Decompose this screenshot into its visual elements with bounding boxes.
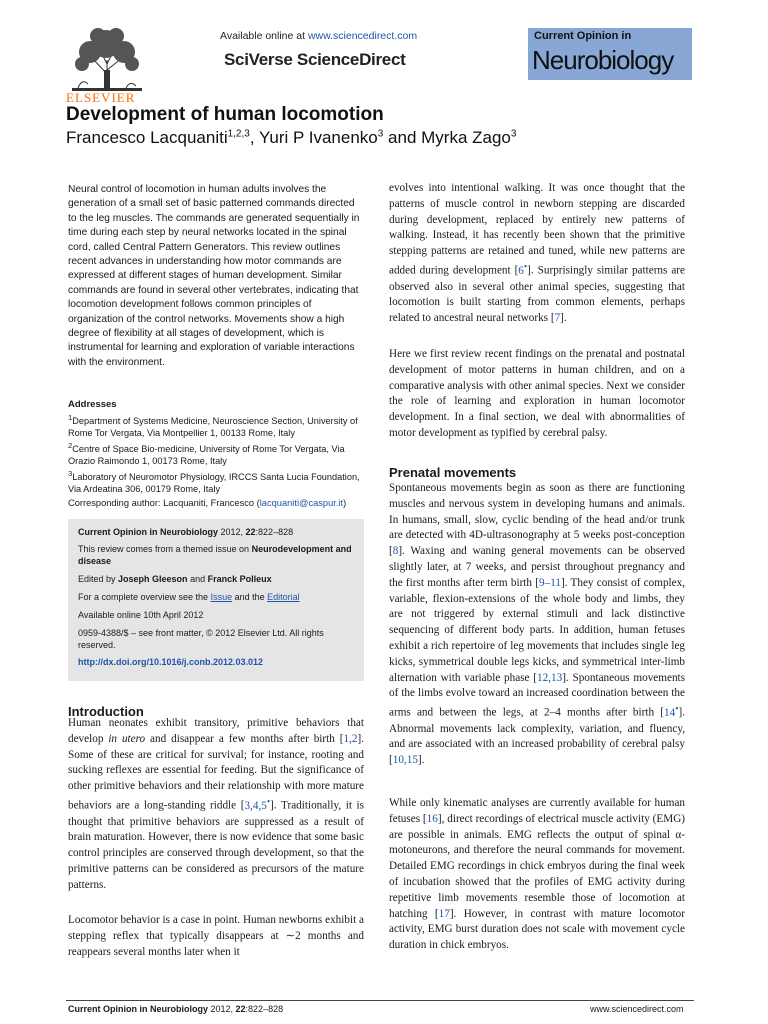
- doi-link[interactable]: http://dx.doi.org/10.1016/j.conb.2012.03.012: [78, 657, 264, 667]
- text-run: ]. Waxing and waning general movements can be observed slightly later, at 7 weeks, and persist throughout pregnancy and the first months after term birth [: [389, 545, 685, 589]
- body-paragraph-1: [389, 181, 685, 327]
- overview-prefix: For a complete overview see the: [78, 592, 211, 602]
- author-affiliation[interactable]: 3: [377, 128, 384, 140]
- edited-prefix: Edited by: [78, 574, 119, 584]
- text-run: ].: [417, 754, 425, 767]
- citation-link[interactable]: 17: [438, 907, 450, 920]
- citation-numbers: 6: [518, 264, 524, 277]
- text-run: ]. Traditionally, it is thought that primitive behaviors are suppressed as a result of brain maturation. However, there is now evidence that some basic control principles are conserved through development, so that the primitive patterns can be considered as precursors of the mature patterns.: [68, 799, 364, 891]
- citation-importance-mark: •: [675, 704, 679, 715]
- corresponding-author: [68, 498, 346, 508]
- available-prefix: Available online at: [220, 30, 308, 42]
- text-run: ].: [560, 312, 567, 325]
- text-run: and disappear a few months after birth [: [145, 732, 344, 745]
- footer-journal: Current Opinion in Neurobiology: [68, 1004, 208, 1014]
- text-run: evolves into intentional walking. It was once thought that the patterns of muscle control in newborn stepping are discarded during development, replaced by entirely new patterns of walking. Instead, it has recently been shown that the primitive stepping patterns are retained and tuned, while new patterns are added during development [: [389, 182, 685, 277]
- footer-year: 2012,: [208, 1004, 236, 1014]
- journal-banner-line2: Neurobiology: [532, 45, 674, 75]
- abstract: Neural control of locomotion in human adults involves the generation of a small set of basic patterned commands directed to the leg muscles. The commands are generated sequentially in time during each step by neural networks located in the spinal cord, called Central Pattern Generators. This review outlines recent advances in understanding how motor commands are expressed at different stages of human development. Similar commands are found in several other vertebrates, indicating that locomotion development follows common principles of organization of the control networks. Movements show a high degree of flexibility at all stages of development, which is instrumental for learning and exploration of variable interactions with the environment.: [68, 184, 360, 368]
- info-overview: [78, 591, 358, 603]
- citation-importance-mark: •: [266, 796, 271, 807]
- author-name: Myrka Zago: [421, 128, 511, 147]
- text-run: ]. Surprisingly similar patterns are observed also in several other animal species, suggesting that locomotion is built starting from common elements, perhaps related to ancestral neural networks [: [389, 264, 685, 325]
- author-list: [66, 128, 516, 148]
- citation-pages: :822–828: [255, 527, 294, 537]
- citation-link[interactable]: [518, 261, 528, 277]
- addresses-heading: Addresses: [68, 399, 117, 410]
- address-text: Department of Systems Medicine, Neuroscience Section, University of Rome Tor Vergata, Via Montpellier 1, 00133 Rome, Italy: [68, 416, 358, 439]
- citation-link[interactable]: 10,15: [392, 754, 418, 767]
- citation-volume: 22: [245, 527, 256, 537]
- author-separator: and: [383, 128, 422, 147]
- footer-citation: [68, 1004, 283, 1014]
- text-run: Spontaneous movements begin as soon as there are functioning muscles and nervous system in developing humans and animals. In humans, small, slow, cyclic bending of the head and/or trunk are detected with 4D-ultrasonography at 5 weeks post-conception [: [389, 482, 685, 558]
- address-number: 1: [68, 413, 73, 422]
- italic-term: in utero: [108, 732, 146, 745]
- author-email-link[interactable]: lacquaniti@caspur.it: [259, 498, 344, 508]
- article-title: Development of human locomotion: [66, 104, 384, 125]
- corresponding-suffix: ): [343, 498, 347, 508]
- sciverse-brand: SciVerse ScienceDirect: [224, 50, 406, 69]
- footer-volume: 22: [235, 1004, 246, 1014]
- author-separator: ,: [249, 128, 259, 147]
- introduction-heading: Introduction: [68, 704, 144, 719]
- footer-url: www.sciencedirect.com: [590, 1004, 684, 1014]
- address-item: [68, 440, 368, 468]
- author-affiliation[interactable]: 3: [510, 128, 517, 140]
- citation-link[interactable]: 16: [426, 812, 438, 825]
- address-number: 3: [68, 468, 73, 478]
- text-run: ]. Some of these are critical for survival; for instance, rooting and sucking reflexes are essential for feeding. But the significance of other primitive behaviors and their relationship with more mature behaviors are a long-standing riddle [: [68, 732, 364, 812]
- body-paragraph-2: Here we first review recent findings on the prenatal and postnatal development of motor patterns in human children, and on a comparative analysis with other animal species. Next we consider the role of learning and exploration in human locomotor development. In a final section, we deal with abnormalities of motor development as typified by cerebral palsy.: [389, 348, 685, 439]
- editorial-link[interactable]: Editorial: [267, 592, 300, 602]
- sciencedirect-link[interactable]: www.sciencedirect.com: [307, 30, 418, 42]
- editor-name: Franck Polleux: [207, 574, 272, 584]
- available-online-line: [220, 30, 417, 42]
- text-run: ]. However, in contrast with mature locomotor activity, EMG burst duration does not scale with movement cycle duration in chick embryos.: [389, 907, 685, 952]
- footer-divider: [66, 1000, 694, 1001]
- citation-year: 2012,: [218, 527, 246, 537]
- info-copyright: 0959-4388/$ – see front matter, © 2012 Elsevier Ltd. All rights reserved.: [78, 628, 324, 651]
- author-affiliation[interactable]: 1,2,3: [227, 128, 250, 140]
- address-text: Centre of Space Bio-medicine, University of Rome Tor Vergata, Via Orazio Raimondo 1, 00173 Rome, Italy: [68, 443, 345, 467]
- address-list: [68, 412, 368, 496]
- citation-link[interactable]: [664, 704, 679, 719]
- info-doi: [78, 656, 358, 668]
- citation-link[interactable]: 8: [392, 545, 399, 558]
- text-run: Human neonates exhibit transitory, primitive behaviors that develop: [68, 717, 364, 745]
- journal-banner-line1: Current Opinion in: [534, 30, 632, 42]
- introduction-paragraph-1: [68, 716, 364, 894]
- edited-and: and: [187, 574, 208, 584]
- citation-journal: Current Opinion in Neurobiology: [78, 527, 218, 537]
- citation-link[interactable]: 12,13: [537, 671, 563, 684]
- text-run: ]. Spontaneous movements of the limbs evolve toward an increased coordination between the arms and between the legs, at 2–4 months after birth [: [389, 671, 685, 719]
- citation-importance-mark: •: [523, 261, 528, 272]
- prenatal-paragraph-2: [389, 796, 685, 954]
- text-run: ]. They consist of complex, variable, flexion-extensions of the whole body and limbs, they are not triggered by external stimuli and lack distinctive sequencing of different body parts. In addition, human fetuses exhibit a rich repertoire of leg movements that includes single leg kicks, symmetrical double legs kicks, and symmetrical inter-limb alternation with variable phase [: [389, 576, 685, 684]
- citation-link[interactable]: [244, 796, 271, 812]
- text-run: ]. Abnormal movements lack complexity, variation, and fluency, and are associated with an increased probability of cerebral palsy [: [389, 706, 685, 767]
- text-run: ], direct recordings of electrical muscle activity (EMG) are possible in animals. EMG reflects the output of spinal α-motoneurons, and therefore the neural commands for movement. Detailed EMG recordings in chick embryos during the final week of incubation showed that the profiles of EMG activity during repetitive limb movements resemble those of locomotion at hatching [: [389, 812, 685, 920]
- citation-link[interactable]: 9–11: [539, 576, 561, 589]
- citation-numbers: 14: [664, 706, 676, 719]
- issue-link[interactable]: Issue: [210, 592, 233, 602]
- corresponding-prefix: Corresponding author: Lacquaniti, Francesco (: [68, 498, 260, 508]
- info-available-date: Available online 10th April 2012: [78, 610, 204, 620]
- info-editors: [78, 573, 358, 585]
- themed-topic: Neurodevelopment and disease: [78, 544, 352, 567]
- address-text: Laboratory of Neuromotor Physiology, IRCCS Santa Lucia Foundation, Via Ardeatina 306, 00179 Rome, Italy: [68, 471, 360, 495]
- prenatal-paragraph-1: [389, 481, 685, 769]
- address-item: [68, 412, 368, 440]
- address-number: 2: [68, 440, 73, 450]
- address-item: [68, 468, 368, 496]
- text-run: While only kinematic analyses are currently available for human fetuses [: [389, 797, 685, 825]
- introduction-paragraph-2: Locomotor behavior is a case in point. Human newborns exhibit a stepping reflex that typically disappears at ∼2 months and reappears several months later when it: [68, 914, 364, 958]
- overview-mid: and the: [232, 592, 268, 602]
- citation-link[interactable]: 7: [554, 312, 561, 325]
- themed-prefix: This review comes from a themed issue on: [78, 544, 252, 554]
- footer-pages: :822–828: [245, 1004, 284, 1014]
- author-name: Francesco Lacquaniti: [66, 128, 228, 147]
- author-name: Yuri P Ivanenko: [258, 128, 378, 147]
- info-themed-issue: [78, 543, 358, 568]
- editor-name: Joseph Gleeson: [118, 574, 188, 584]
- citation-numbers: 3,4,5: [244, 799, 267, 812]
- prenatal-heading: Prenatal movements: [389, 465, 517, 480]
- info-citation: [78, 526, 358, 538]
- citation-link[interactable]: 1,2: [343, 732, 358, 745]
- publisher-name: ELSEVIER: [66, 90, 136, 105]
